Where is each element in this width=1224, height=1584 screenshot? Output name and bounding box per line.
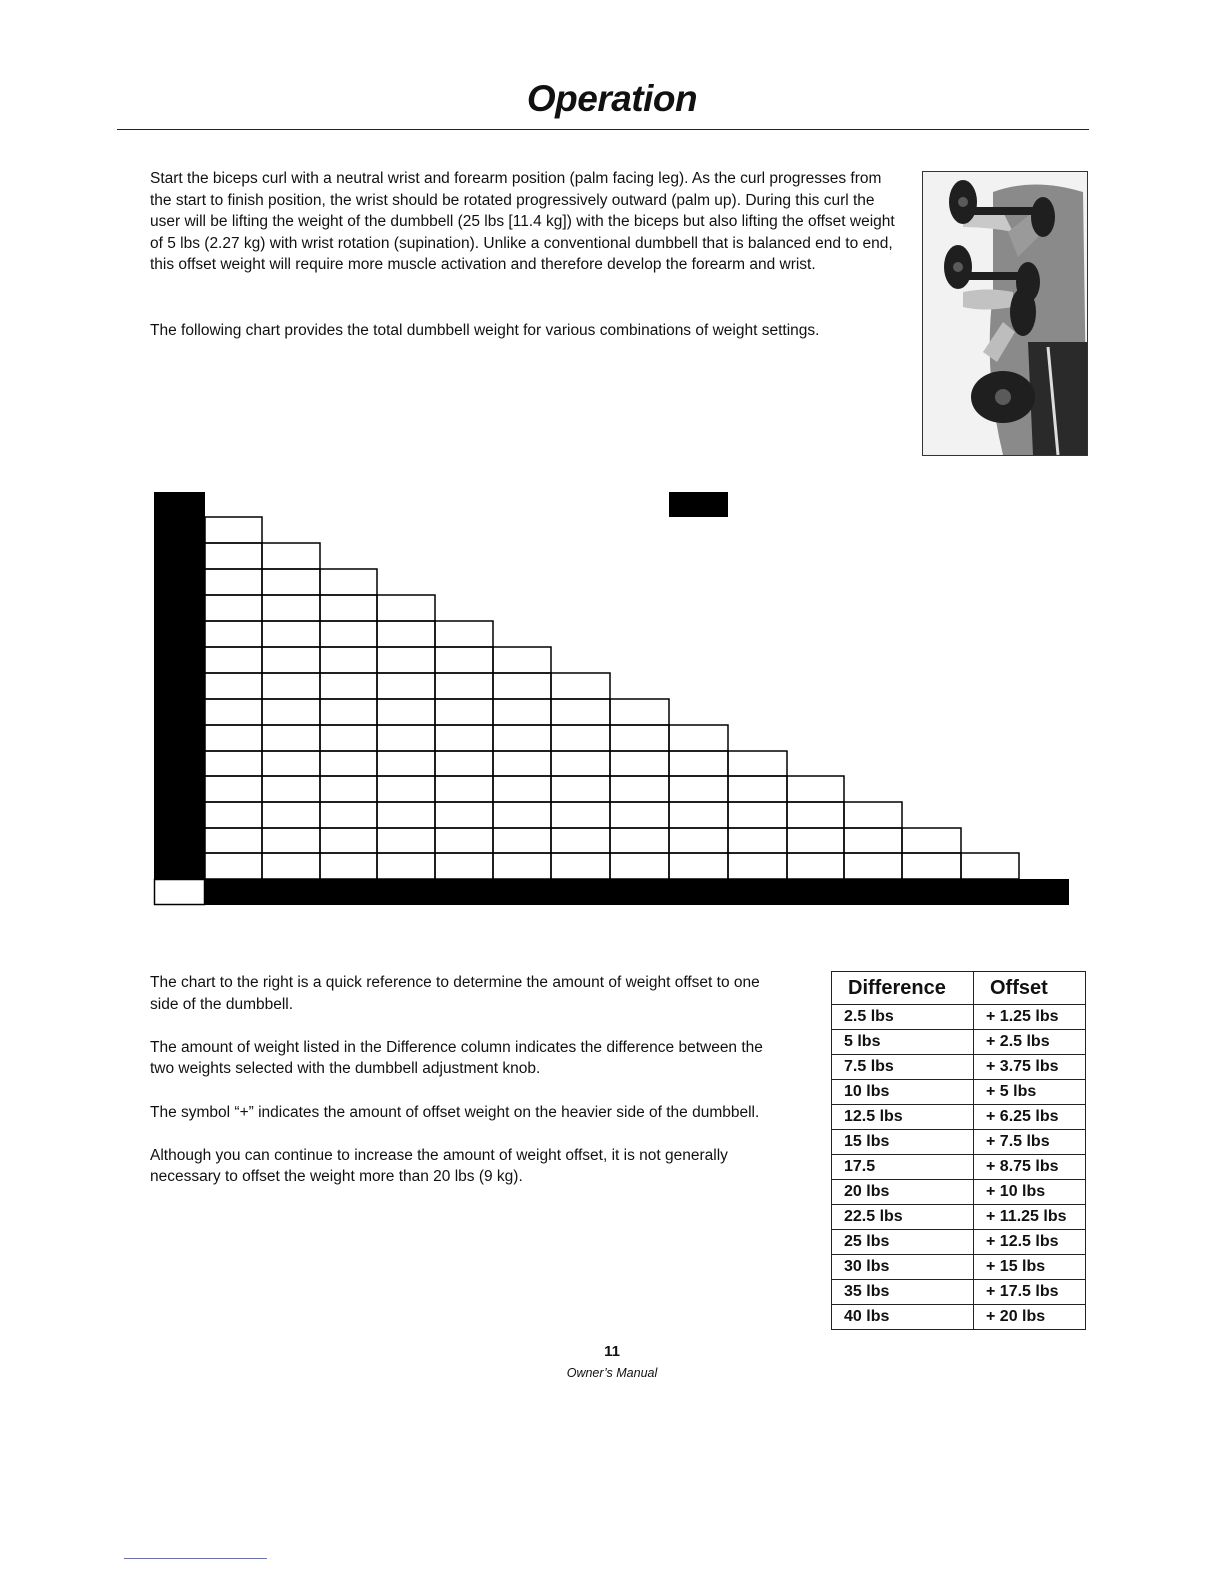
table-row bbox=[832, 1205, 1086, 1230]
chart-cell bbox=[262, 725, 320, 751]
table-row bbox=[832, 1005, 1086, 1030]
table-row bbox=[832, 1130, 1086, 1155]
difference-cell: 35 lbs bbox=[832, 1280, 974, 1305]
difference-cell: 22.5 lbs bbox=[832, 1205, 974, 1230]
difference-cell: 30 lbs bbox=[832, 1255, 974, 1280]
chart-cell bbox=[787, 853, 844, 879]
offset-table-header-row bbox=[832, 972, 1086, 1005]
chart-cell bbox=[728, 853, 787, 879]
offset-cell: + 15 lbs bbox=[974, 1255, 1086, 1280]
chart-cell bbox=[787, 828, 844, 853]
explanation-paragraph-3: The symbol “+” indicates the amount of offset weight on the heavier side of the dumbbell. bbox=[150, 1103, 760, 1121]
chart-cell bbox=[610, 776, 669, 802]
chart-cell bbox=[551, 776, 610, 802]
chart-cell bbox=[961, 853, 1019, 879]
chart-cell bbox=[435, 776, 493, 802]
chart-cell bbox=[669, 751, 728, 776]
offset-cell: + 5 lbs bbox=[974, 1080, 1086, 1105]
offset-table bbox=[831, 971, 1086, 1330]
chart-cell bbox=[205, 699, 262, 725]
chart-cell bbox=[493, 828, 551, 853]
chart-cell bbox=[377, 828, 435, 853]
chart-cell bbox=[205, 569, 262, 595]
chart-cell bbox=[435, 751, 493, 776]
chart-cell bbox=[320, 673, 377, 699]
chart-cell bbox=[320, 751, 377, 776]
chart-cell bbox=[205, 543, 262, 569]
offset-cell: + 6.25 lbs bbox=[974, 1105, 1086, 1130]
table-row bbox=[832, 1030, 1086, 1055]
difference-cell: 5 lbs bbox=[832, 1030, 974, 1055]
chart-cell bbox=[262, 828, 320, 853]
chart-cell bbox=[844, 802, 902, 828]
chart-cell bbox=[262, 853, 320, 879]
chart-cell bbox=[435, 725, 493, 751]
chart-cell bbox=[551, 725, 610, 751]
offset-explanation bbox=[150, 972, 790, 1210]
chart-column-header-bar bbox=[205, 879, 1069, 905]
chart-cell bbox=[728, 751, 787, 776]
difference-cell: 25 lbs bbox=[832, 1230, 974, 1255]
table-row bbox=[832, 1280, 1086, 1305]
chart-cell bbox=[377, 853, 435, 879]
chart-cell bbox=[262, 673, 320, 699]
chart-cell bbox=[377, 647, 435, 673]
chart-cell bbox=[551, 699, 610, 725]
table-row bbox=[832, 1255, 1086, 1280]
link-underline bbox=[124, 1558, 267, 1559]
chart-cell bbox=[377, 802, 435, 828]
chart-cell bbox=[320, 621, 377, 647]
chart-cell bbox=[377, 673, 435, 699]
chart-cell bbox=[610, 725, 669, 751]
chart-cell bbox=[610, 828, 669, 853]
offset-cell: + 3.75 lbs bbox=[974, 1055, 1086, 1080]
chart-cell bbox=[493, 853, 551, 879]
chart-cell bbox=[262, 569, 320, 595]
chart-cell bbox=[377, 776, 435, 802]
table-row bbox=[832, 1055, 1086, 1080]
chart-cell bbox=[262, 699, 320, 725]
table-row bbox=[832, 1080, 1086, 1105]
chart-cell bbox=[435, 828, 493, 853]
chart-cell bbox=[669, 776, 728, 802]
chart-cell bbox=[669, 853, 728, 879]
chart-cell bbox=[377, 621, 435, 647]
chart-cell bbox=[262, 776, 320, 802]
explanation-paragraph-4: Although you can continue to increase the amount of weight offset, it is not generally necessary to offset the weight more than 20 lbs (9 kg). bbox=[150, 1146, 728, 1186]
difference-cell: 17.5 bbox=[832, 1155, 974, 1180]
chart-cell bbox=[435, 853, 493, 879]
chart-cell bbox=[320, 595, 377, 621]
chart-cell bbox=[320, 725, 377, 751]
chart-cell bbox=[669, 828, 728, 853]
chart-cell bbox=[493, 725, 551, 751]
difference-cell: 15 lbs bbox=[832, 1130, 974, 1155]
explanation-paragraph-2: The amount of weight listed in the Difference column indicates the difference between the two weights selected with the dumbbell adjustment knob. bbox=[150, 1038, 763, 1078]
chart-cell bbox=[262, 647, 320, 673]
chart-cell bbox=[377, 699, 435, 725]
offset-cell: + 17.5 lbs bbox=[974, 1280, 1086, 1305]
chart-cell bbox=[787, 802, 844, 828]
table-row bbox=[832, 1155, 1086, 1180]
chart-cell bbox=[205, 828, 262, 853]
table-row bbox=[832, 1305, 1086, 1330]
chart-cell bbox=[669, 725, 728, 751]
chart-cell bbox=[610, 751, 669, 776]
header-offset: Offset bbox=[974, 972, 1086, 1005]
chart-cell bbox=[493, 776, 551, 802]
chart-cell bbox=[320, 647, 377, 673]
offset-cell: + 1.25 lbs bbox=[974, 1005, 1086, 1030]
difference-cell: 7.5 lbs bbox=[832, 1055, 974, 1080]
chart-cell bbox=[205, 751, 262, 776]
chart-title-block bbox=[669, 492, 728, 517]
chart-cell bbox=[728, 828, 787, 853]
chart-cell bbox=[377, 725, 435, 751]
chart-corner-cell bbox=[155, 880, 205, 905]
chart-cell bbox=[320, 802, 377, 828]
table-row bbox=[832, 1105, 1086, 1130]
chart-cell bbox=[902, 853, 961, 879]
chart-cell bbox=[205, 853, 262, 879]
chart-cell bbox=[610, 853, 669, 879]
chart-cell bbox=[787, 776, 844, 802]
chart-cell bbox=[493, 751, 551, 776]
chart-cell bbox=[669, 802, 728, 828]
chart-cell bbox=[435, 802, 493, 828]
chart-cell bbox=[902, 828, 961, 853]
offset-cell: + 7.5 lbs bbox=[974, 1130, 1086, 1155]
chart-cell bbox=[205, 621, 262, 647]
chart-cell bbox=[320, 569, 377, 595]
chart-cell bbox=[320, 828, 377, 853]
difference-cell: 40 lbs bbox=[832, 1305, 974, 1330]
chart-cell bbox=[377, 751, 435, 776]
footer-label: Owner’s Manual bbox=[566, 1366, 658, 1380]
intro-paragraph: Start the biceps curl with a neutral wrist and forearm position (palm facing leg). As the curl progresses from the start to finish position, the wrist should be rotated progressively outward (palm up). During this curl the user will be lifting the weight of the dumbbell (25 lbs [11.4 kg]) with the biceps but also lifting the offset weight of 5 lbs (2.27 kg) with wrist rotation (supination). Unlike a conventional dumbbell that is balanced end to end, this offset weight will require more muscle activation and therefore develop the forearm and wrist. bbox=[150, 170, 895, 274]
offset-cell: + 8.75 lbs bbox=[974, 1155, 1086, 1180]
chart-cell bbox=[262, 543, 320, 569]
difference-cell: 20 lbs bbox=[832, 1180, 974, 1205]
chart-cell bbox=[844, 828, 902, 853]
chart-cell bbox=[320, 699, 377, 725]
chart-cell bbox=[205, 802, 262, 828]
chart-cell bbox=[551, 802, 610, 828]
chart-cell bbox=[493, 699, 551, 725]
chart-cell bbox=[262, 751, 320, 776]
chart-cell bbox=[610, 802, 669, 828]
chart-cell bbox=[205, 595, 262, 621]
offset-cell: + 11.25 lbs bbox=[974, 1205, 1086, 1230]
difference-cell: 12.5 lbs bbox=[832, 1105, 974, 1130]
table-row bbox=[832, 1230, 1086, 1255]
chart-cell bbox=[205, 725, 262, 751]
chart-cell bbox=[205, 673, 262, 699]
chart-cell bbox=[205, 776, 262, 802]
chart-cell bbox=[551, 673, 610, 699]
chart-cell bbox=[728, 776, 787, 802]
page-number: 11 bbox=[604, 1343, 620, 1360]
header-difference: Difference bbox=[832, 972, 974, 1005]
chart-intro-paragraph: The following chart provides the total dumbbell weight for various combinations of weight settings. bbox=[150, 322, 820, 339]
page-title: Operation bbox=[526, 78, 698, 119]
chart-cell bbox=[262, 802, 320, 828]
chart-cell bbox=[493, 673, 551, 699]
chart-cell bbox=[435, 647, 493, 673]
offset-cell: + 10 lbs bbox=[974, 1180, 1086, 1205]
chart-row-header-column bbox=[154, 492, 205, 879]
chart-cell bbox=[551, 828, 610, 853]
chart-cell bbox=[205, 517, 262, 543]
chart-cell bbox=[435, 673, 493, 699]
offset-cell: + 20 lbs bbox=[974, 1305, 1086, 1330]
difference-cell: 10 lbs bbox=[832, 1080, 974, 1105]
chart-cell bbox=[844, 853, 902, 879]
chart-cell bbox=[435, 699, 493, 725]
chart-cell bbox=[262, 595, 320, 621]
offset-cell: + 12.5 lbs bbox=[974, 1230, 1086, 1255]
chart-cell bbox=[435, 621, 493, 647]
chart-cell bbox=[320, 853, 377, 879]
chart-cell bbox=[262, 621, 320, 647]
chart-cell bbox=[551, 853, 610, 879]
chart-cell bbox=[377, 595, 435, 621]
explanation-paragraph-1: The chart to the right is a quick reference to determine the amount of weight offset to one side of the dumbbell. bbox=[150, 974, 760, 1013]
offset-cell: + 2.5 lbs bbox=[974, 1030, 1086, 1055]
chart-cell bbox=[728, 802, 787, 828]
chart-cell bbox=[493, 802, 551, 828]
table-row bbox=[832, 1180, 1086, 1205]
chart-cell bbox=[610, 699, 669, 725]
chart-cell bbox=[320, 776, 377, 802]
chart-cell bbox=[493, 647, 551, 673]
difference-cell: 2.5 lbs bbox=[832, 1005, 974, 1030]
chart-cell bbox=[205, 647, 262, 673]
chart-cell bbox=[551, 751, 610, 776]
